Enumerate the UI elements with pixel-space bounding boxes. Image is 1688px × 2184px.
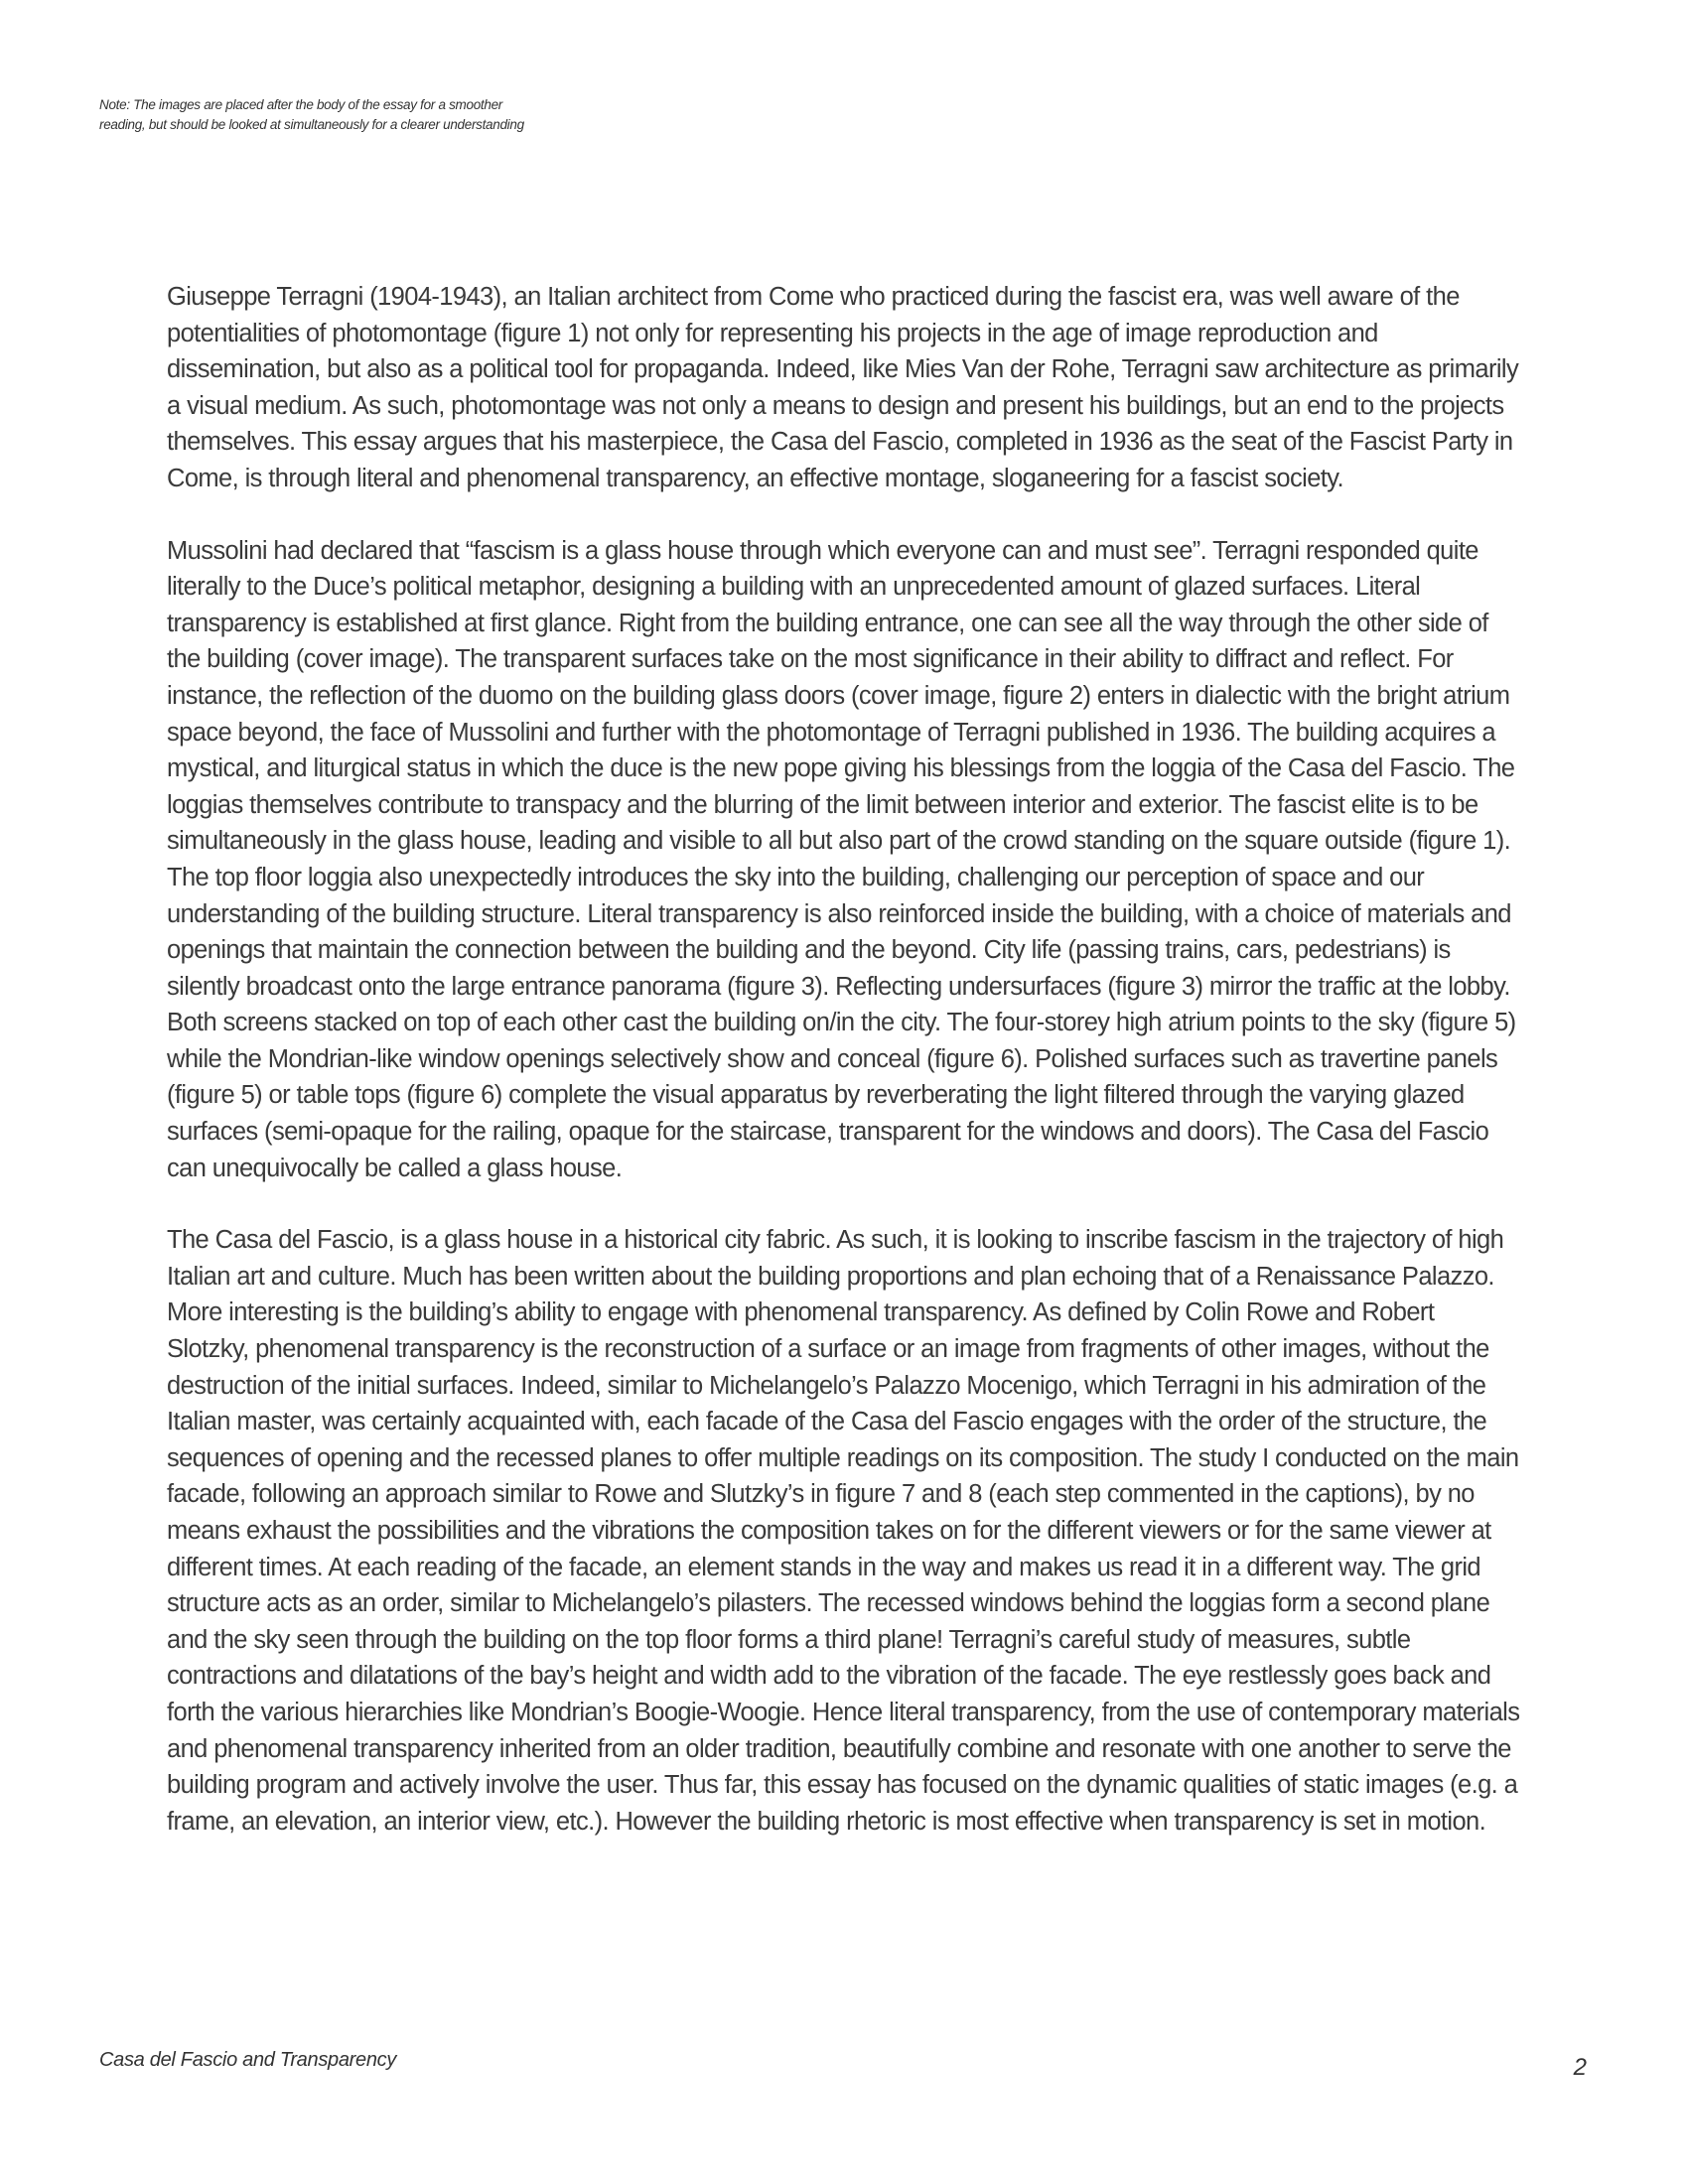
editorial-note: Note: The images are placed after the body of the essay for a smoother reading, but should be looked at simultaneously for a clearer understanding [99, 97, 524, 132]
paragraph-3: The Casa del Fascio, is a glass house in a historical city fabric. As such, it is looking to inscribe fascism in the trajectory of high Italian art and culture. Much has been written about the building proportions and plan echoing that of a Renaissance Palazzo. More interesting is the building’s ability to engage with phenomenal transparency. As defined by Colin Rowe and Robert Slotzky, phenomenal transparency is the reconstruction of a surface or an image from fragments of other images, without the destruction of the initial surfaces. Indeed, similar to Michelangelo’s Palazzo Mocenigo, which Terragni in his admiration of the Italian master, was certainly acquainted with, each facade of the Casa del Fascio engages with the order of the structure, the sequences of opening and the recessed planes to offer multiple readings on its composition. The study I conducted on the main facade, following an approach similar to Rowe and Slutzky’s in figure 7 and 8 (each step commented in the captions), by no means exhaust the possibilities and the vibrations the composition takes on for the different viewers or for the same viewer at different times. At each reading of the facade, an element stands in the way and makes us read it in a different way. The grid structure acts as an order, similar to Michelangelo’s pilasters. The recessed windows behind the loggias form a second plane and the sky seen through the building on the top floor forms a third plane! Terragni’s careful study of measures, subtle contractions and dilatations of the bay’s height and width add to the vibration of the facade. The eye restlessly goes back and forth the various hierarchies like Mondrian’s Boogie-Woogie. Hence literal transparency, from the use of contemporary materials and phenomenal transparency inherited from an older tradition, beautifully combine and resonate with one another to serve the building program and actively involve the user. Thus far, this essay has focused on the dynamic qualities of static images (e.g. a frame, an elevation, an interior view, etc.). However the building rhetoric is most effective when transparency is set in motion. [167, 1226, 1520, 1836]
essay-body [167, 279, 1521, 1875]
paragraph-1: Giuseppe Terragni (1904-1943), an Italian architect from Come who practiced during the fascist era, was well aware of the potentialities of photomontage (figure 1) not only for representing his projects in the age of image reproduction and dissemination, but also as a political tool for propaganda. Indeed, like Mies Van der Rohe, Terragni saw architecture as primarily a visual medium. As such, photomontage was not only a means to design and present his buildings, but an end to the projects themselves. This essay argues that his masterpiece, the Casa del Fascio, completed in 1936 as the seat of the Fascist Party in Come, is through literal and phenomenal transparency, an effective montage, sloganeering for a fascist society. [167, 283, 1519, 492]
page-number: 2 [1573, 2054, 1587, 2081]
paragraph-2: Mussolini had declared that “fascism is a glass house through which everyone can and must see”. Terragni responded quite literally to the Duce’s political metaphor, designing a building with an unprecedented amount of glazed surfaces. Literal transparency is established at first glance. Right from the building entrance, one can see all the way through the other side of the building (cover image). The transparent surfaces take on the most significance in their ability to diffract and reflect. For instance, the reflection of the duomo on the building glass doors (cover image, figure 2) enters in dialectic with the bright atrium space beyond, the face of Mussolini and further with the photomontage of Terragni published in 1936. The building acquires a mystical, and liturgical status in which the duce is the new pope giving his blessings from the loggia of the Casa del Fascio. The loggias themselves contribute to transpacy and the blurring of the limit between interior and exterior. The fascist elite is to be simultaneously in the glass house, leading and visible to all but also part of the crowd standing on the square outside (figure 1). The top floor loggia also unexpectedly introduces the sky into the building, challenging our perception of space and our understanding of the building structure. Literal transparency is also reinforced inside the building, with a choice of materials and openings that maintain the connection between the building and the beyond. City life (passing trains, cars, pedestrians) is silently broadcast onto the large entrance panorama (figure 3). Reflecting undersurfaces (figure 3) mirror the traffic at the lobby. Both screens stacked on top of each other cast the building on/in the city. The four-storey high atrium points to the sky (figure 5) while the Mondrian-like window openings selectively show and conceal (figure 6). Polished surfaces such as travertine panels (figure 5) or table tops (figure 6) complete the visual apparatus by reverberating the light filtered through the varying glazed surfaces (semi-opaque for the railing, opaque for the staircase, transparent for the windows and doors). The Casa del Fascio can unequivocally be called a glass house. [167, 536, 1516, 1182]
running-footer-title: Casa del Fascio and Transparency [99, 2049, 397, 2071]
